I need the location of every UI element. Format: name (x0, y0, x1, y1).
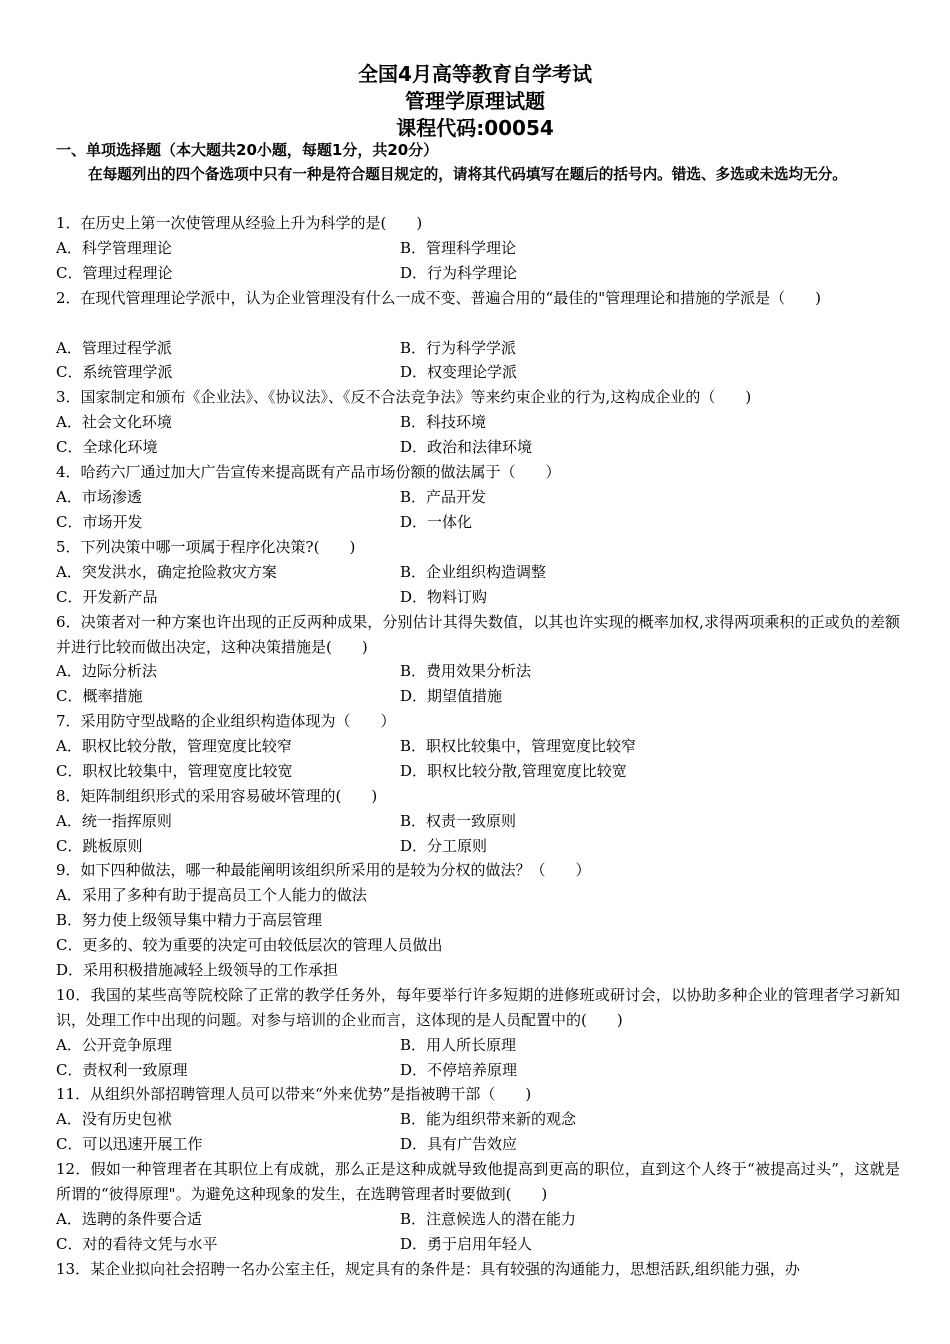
course-code: 课程代码:00054 (396, 116, 554, 140)
question-7: 7．采用防守型战略的企业组织构造体现为（ ） (56, 712, 396, 730)
question-2: 2．在现代管理理论学派中，认为企业管理没有什么一成不变、普遍合用的“最佳的"管理理论和措施的学派是（ ) (56, 289, 821, 307)
option-11-a: A．没有历史包袱 (56, 1110, 172, 1128)
option-10-b: B．用人所长原理 (400, 1036, 517, 1054)
option-5-c: C．开发新产品 (56, 588, 158, 606)
option-5-d: D．物料订购 (400, 588, 488, 606)
option-1-d: D．行为科学理论 (400, 264, 518, 282)
option-7-a: A．职权比较分散，管理宽度比较窄 (56, 737, 292, 755)
question-10: 10．我国的某些高等院校除了正常的教学任务外，每年要举行许多短期的进修班或研讨会，以协助多种企业的管理者学习新知识，处理工作中出现的问题。对参与培训的企业而言，这体现的是人员配置中的( ) (56, 986, 900, 1029)
option-10-c: C．责权利一致原理 (56, 1061, 188, 1079)
option-3-b: B．科技环境 (400, 413, 487, 431)
question-11: 11．从组织外部招聘管理人员可以带来“外来优势”是指被聘干部（ ) (56, 1085, 532, 1103)
question-1: 1．在历史上第一次使管理从经验上升为科学的是( ) (56, 214, 423, 232)
option-2-a: A．管理过程学派 (56, 339, 172, 357)
exam-title: 全国4月高等教育自学考试 (358, 62, 592, 86)
option-11-b: B．能为组织带来新的观念 (400, 1110, 577, 1128)
option-12-c: C．对的看待文凭与水平 (56, 1235, 218, 1253)
option-1-a: A．科学管理理论 (56, 239, 172, 257)
section-instruction: 在每题列出的四个备选项中只有一种是符合题目规定的，请将其代码填写在题后的括号内。错选、多选或未选均无分。 (88, 166, 847, 183)
question-8: 8．矩阵制组织形式的采用容易破坏管理的( ) (56, 787, 378, 805)
option-1-c: C．管理过程理论 (56, 264, 173, 282)
option-4-c: C．市场开发 (56, 513, 143, 531)
option-1-b: B．管理科学理论 (400, 239, 517, 257)
option-7-c: C．职权比较集中，管理宽度比较宽 (56, 762, 293, 780)
option-6-c: C．概率措施 (56, 687, 143, 705)
option-5-a: A．突发洪水，确定抢险救灾方案 (56, 563, 277, 581)
option-10-a: A．公开竞争原理 (56, 1036, 172, 1054)
option-6-b: B．费用效果分析法 (400, 662, 532, 680)
option-9-c: C．更多的、较为重要的决定可由较低层次的管理人员做出 (56, 936, 443, 954)
option-11-c: C．可以迅速开展工作 (56, 1135, 203, 1153)
option-2-c: C．系统管理学派 (56, 363, 173, 381)
option-3-a: A．社会文化环境 (56, 413, 172, 431)
option-3-d: D．政治和法律环境 (400, 438, 533, 456)
question-4: 4．哈药六厂通过加大广告宣传来提高既有产品市场份额的做法属于（ ） (56, 463, 561, 481)
section-heading: 一、单项选择题（本大题共20小题，每题1分，共20分） (56, 141, 439, 159)
option-9-b: B．努力使上级领导集中精力于高层管理 (56, 911, 323, 929)
option-2-d: D．权变理论学派 (400, 363, 518, 381)
option-7-d: D．职权比较分散,管理宽度比较宽 (400, 762, 627, 780)
option-9-a: A．采用了多种有助于提高员工个人能力的做法 (56, 886, 367, 904)
option-4-b: B．产品开发 (400, 488, 487, 506)
option-8-d: D．分工原则 (400, 837, 488, 855)
option-8-a: A．统一指挥原则 (56, 812, 172, 830)
option-8-b: B．权责一致原则 (400, 812, 517, 830)
option-4-d: D．一体化 (400, 513, 473, 531)
option-4-a: A．市场渗透 (56, 488, 142, 506)
question-9: 9．如下四种做法，哪一种最能阐明该组织所采用的是较为分权的做法？（ ） (56, 861, 591, 879)
option-2-b: B．行为科学学派 (400, 339, 517, 357)
option-12-d: D．勇于启用年轻人 (400, 1235, 533, 1253)
option-9-d: D．采用积极措施减轻上级领导的工作承担 (56, 961, 339, 979)
subject-title: 管理学原理试题 (405, 89, 545, 113)
question-5: 5．下列决策中哪一项属于程序化决策?( ) (56, 538, 356, 556)
option-10-d: D．不停培养原理 (400, 1061, 518, 1079)
question-3: 3．国家制定和颁布《企业法》、《协议法》、《反不合法竞争法》等来约束企业的行为,这构成企业的（ ) (56, 388, 752, 406)
option-8-c: C．跳板原则 (56, 837, 143, 855)
question-13: 13．某企业拟向社会招聘一名办公室主任，规定具有的条件是：具有较强的沟通能力，思想活跃,组织能力强，办 (56, 1260, 800, 1278)
option-12-b: B．注意候选人的潜在能力 (400, 1210, 577, 1228)
question-12: 12．假如一种管理者在其职位上有成就，那么正是这种成就导致他提高到更高的职位，直到这个人终于“被提高过头”，这就是所谓的“彼得原理"。为避免这种现象的发生，在选聘管理者时要做到( ) (56, 1160, 900, 1203)
option-3-c: C．全球化环境 (56, 438, 158, 456)
option-12-a: A．选聘的条件要合适 (56, 1210, 202, 1228)
question-6: 6．决策者对一种方案也许出现的正反两种成果，分别估计其得失数值，以其也许实现的概率加权,求得两项乘积的正或负的差额并进行比较而做出决定，这种决策措施是( ) (56, 613, 900, 656)
option-11-d: D．具有广告效应 (400, 1135, 518, 1153)
option-7-b: B．职权比较集中，管理宽度比较窄 (400, 737, 637, 755)
option-5-b: B．企业组织构造调整 (400, 563, 547, 581)
option-6-a: A．边际分析法 (56, 662, 157, 680)
option-6-d: D．期望值措施 (400, 687, 503, 705)
